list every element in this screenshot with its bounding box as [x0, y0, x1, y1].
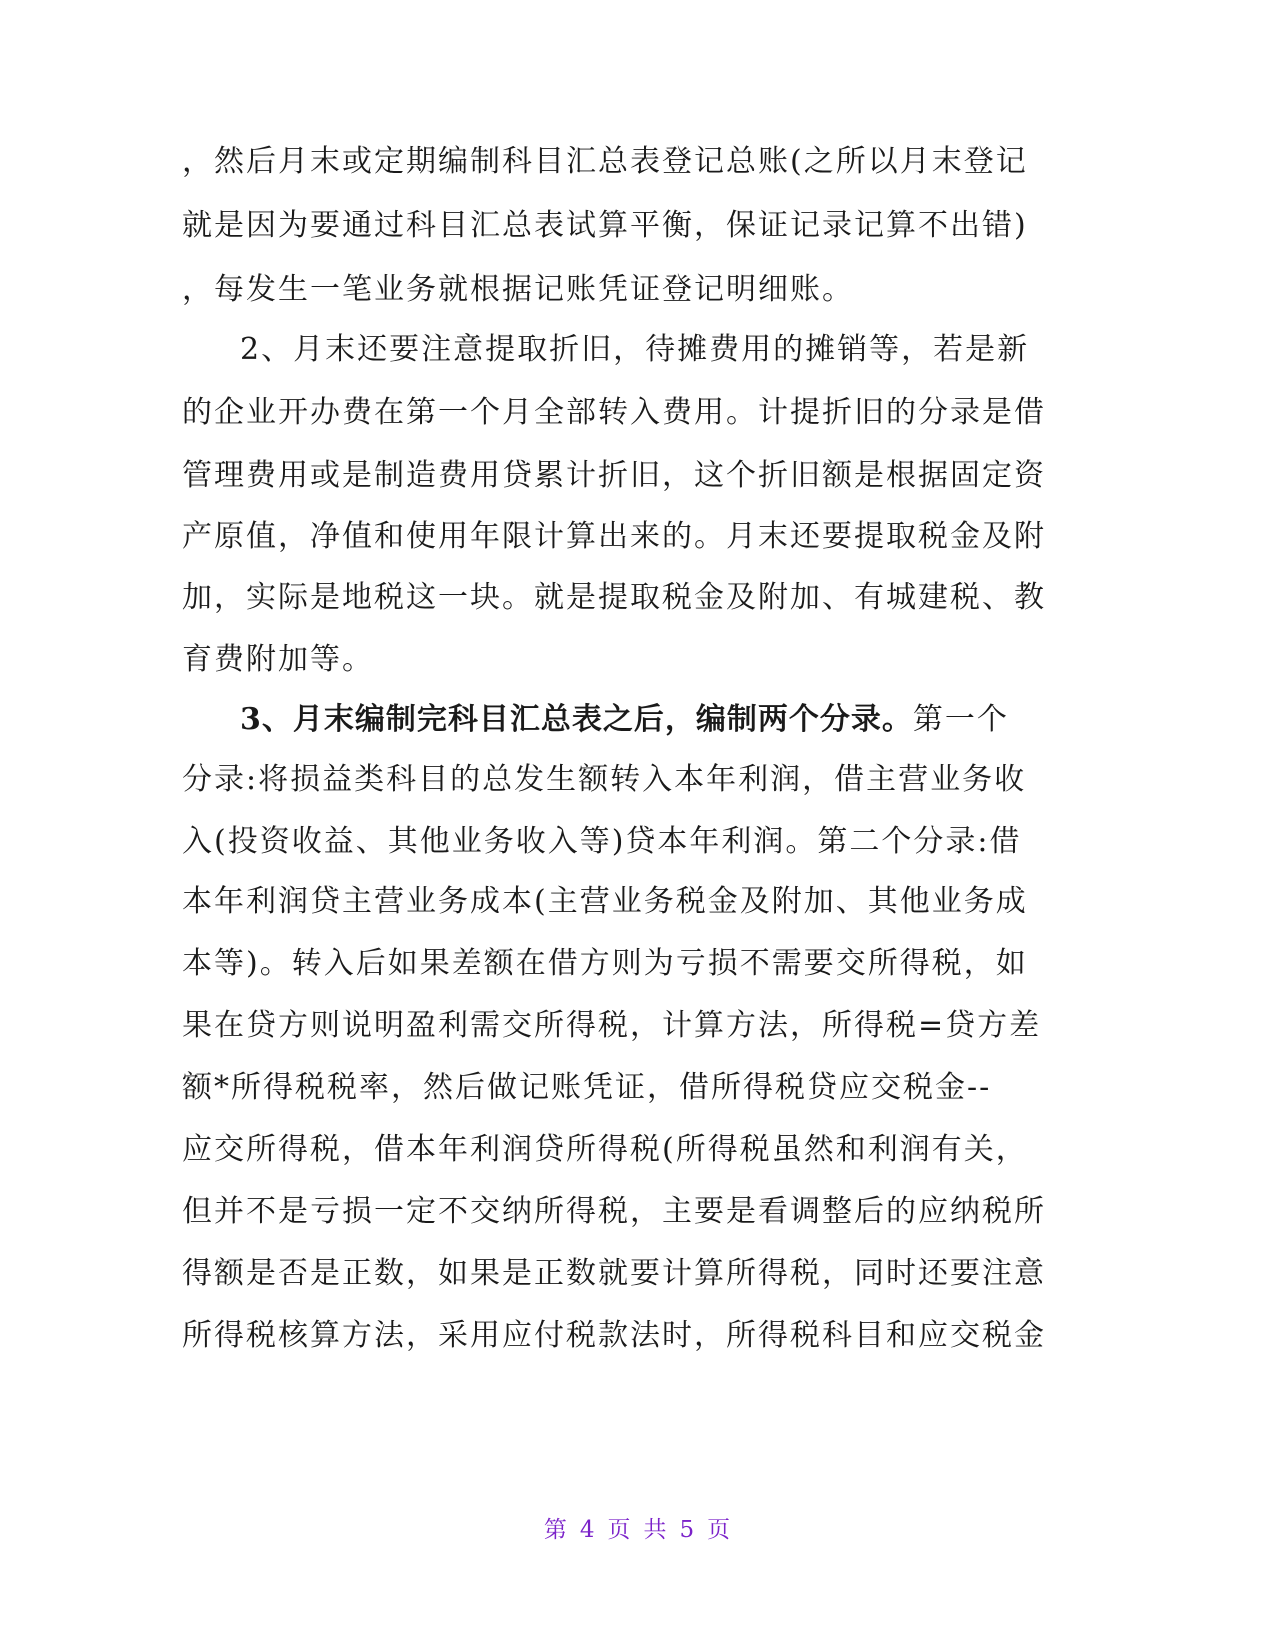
text-line: 应交所得税，借本年利润贷所得税(所得税虽然和利润有关，	[182, 1132, 1028, 1167]
footer-di: 第	[543, 1517, 568, 1543]
footer-gong: 共	[643, 1517, 668, 1543]
total-page-number: 5	[679, 1517, 696, 1543]
text-line: 的企业开办费在第一个月全部转入费用。计提折旧的分录是借	[182, 395, 1046, 430]
heading-line-rest: 第一个	[912, 702, 1009, 737]
text-line: 分录:将损益类科目的总发生额转入本年利润，借主营业务收	[182, 762, 1027, 797]
text-line: 果在贷方则说明盈利需交所得税，计算方法，所得税=贷方差	[182, 1008, 1042, 1043]
paragraph-heading-line	[240, 700, 1040, 740]
text-line: 育费附加等。	[182, 642, 374, 677]
text-line: ，然后月末或定期编制科目汇总表登记总账(之所以月末登记	[182, 144, 1028, 179]
paragraph-heading: 3、月末编制完科目汇总表之后，编制两个分录。	[240, 702, 913, 737]
current-page-number: 4	[579, 1517, 596, 1543]
text-line: 就是因为要通过科目汇总表试算平衡，保证记录记算不出错)	[182, 208, 1028, 243]
text-line: ，每发生一笔业务就根据记账凭证登记明细账。	[182, 272, 854, 307]
text-line: 额*所得税税率，然后做记账凭证，借所得税贷应交税金--	[182, 1070, 992, 1105]
text-line: 本等)。转入后如果差额在借方则为亏损不需要交所得税，如	[182, 946, 1028, 981]
text-line: 产原值，净值和使用年限计算出来的。月末还要提取税金及附	[182, 519, 1046, 554]
text-line: 得额是否是正数，如果是正数就要计算所得税，同时还要注意	[182, 1256, 1046, 1291]
text-line: 2、月末还要注意提取折旧，待摊费用的摊销等，若是新	[240, 332, 1030, 367]
text-line: 但并不是亏损一定不交纳所得税，主要是看调整后的应纳税所	[182, 1194, 1046, 1229]
text-line: 管理费用或是制造费用贷累计折旧，这个折旧额是根据固定资	[182, 458, 1046, 493]
footer-ye: 页	[707, 1517, 732, 1543]
text-line: 入(投资收益、其他业务收入等)贷本年利润。第二个分录:借	[182, 824, 1022, 859]
text-line: 加，实际是地税这一块。就是提取税金及附加、有城建税、教	[182, 580, 1046, 615]
text-line: 本年利润贷主营业务成本(主营业务税金及附加、其他业务成	[182, 884, 1028, 919]
text-line: 所得税核算方法，采用应付税款法时，所得税科目和应交税金	[182, 1318, 1046, 1353]
page-footer	[0, 1515, 1275, 1545]
footer-ye: 页	[607, 1517, 632, 1543]
